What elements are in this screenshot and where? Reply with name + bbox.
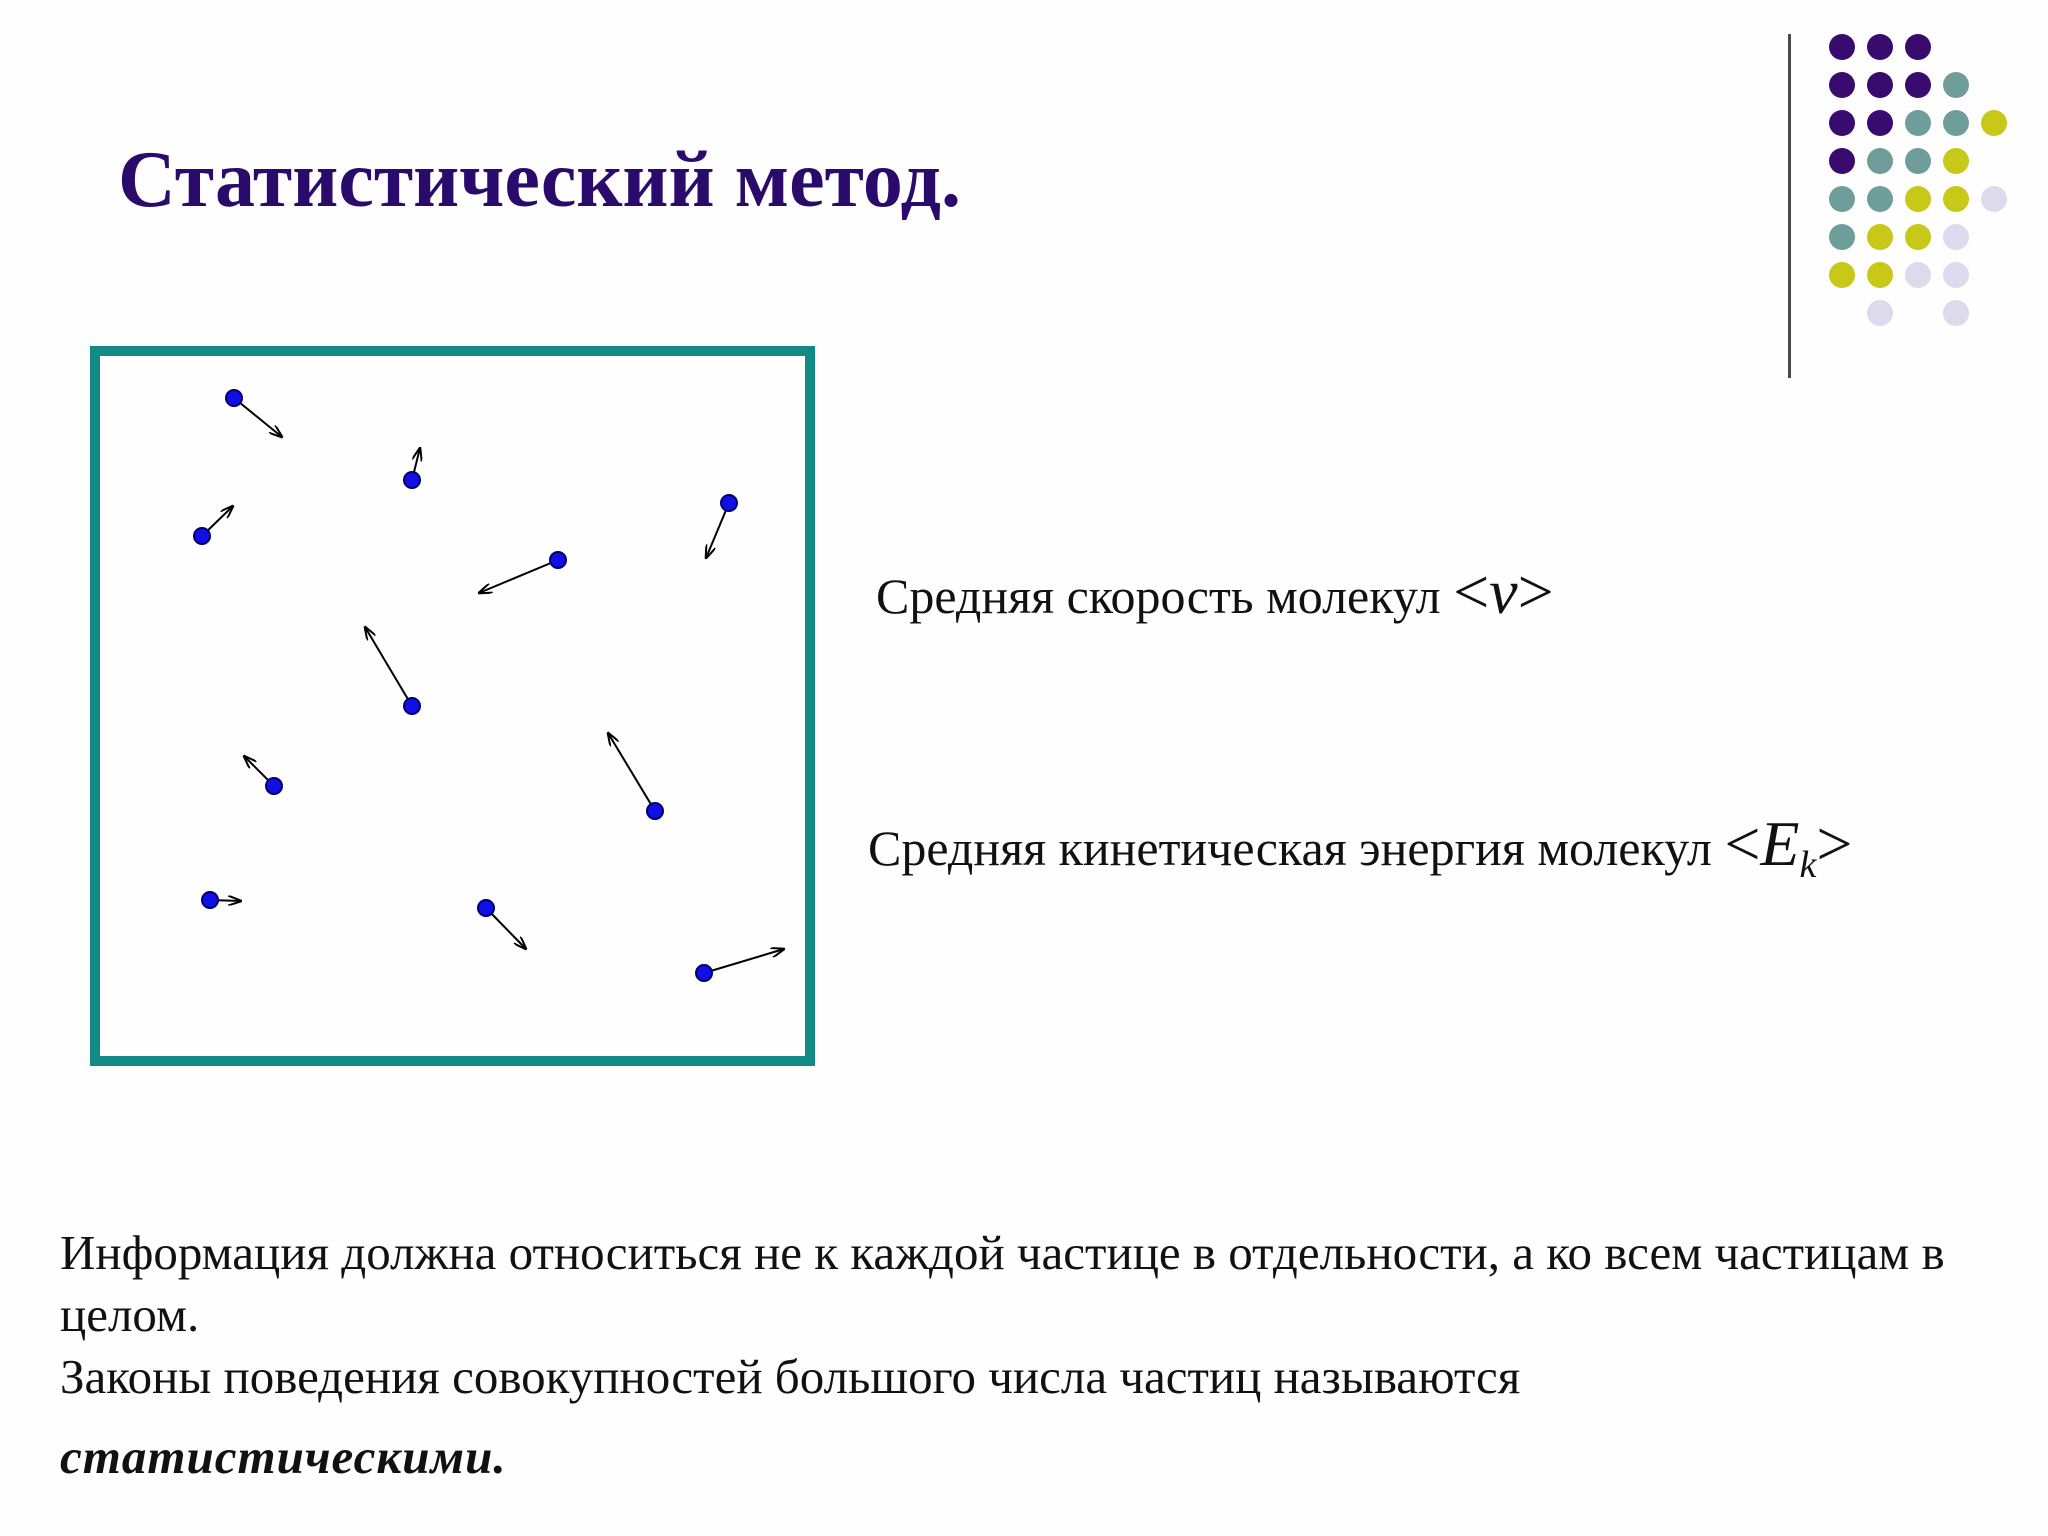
molecule [404, 448, 420, 488]
molecule [244, 756, 282, 794]
molecule [226, 390, 282, 437]
molecule [608, 733, 663, 819]
mean-velocity-formula [876, 556, 1554, 627]
velocity-arrow [234, 398, 282, 437]
angle-close: > [1517, 556, 1554, 627]
molecule-dot [550, 552, 566, 568]
container-box [95, 351, 810, 1061]
body-paragraph-1: Информация должна относиться не к каждой частице в отдельности, а ко всем частицам в целом. [60, 1225, 1945, 1342]
velocity-arrow [479, 560, 558, 593]
molecule [202, 892, 241, 908]
molecule-dot [721, 495, 737, 511]
molecule [194, 506, 233, 544]
velocity-symbol: v [1489, 556, 1518, 627]
molecule-dot [194, 528, 210, 544]
molecule-dot [202, 892, 218, 908]
emphasized-term: статистическими [60, 1429, 494, 1484]
molecule-dot [478, 900, 494, 916]
molecule [478, 900, 526, 949]
energy-symbol: E [1760, 808, 1800, 879]
molecule-dot [266, 778, 282, 794]
body-text [60, 1222, 1960, 1488]
body-paragraph-3 [60, 1408, 1960, 1488]
molecule [365, 627, 420, 714]
velocity-arrow [704, 949, 784, 973]
angle-close: > [1816, 808, 1853, 879]
molecule-dot [404, 472, 420, 488]
mean-velocity-label: Средняя скорость молекул [876, 568, 1441, 624]
molecule [696, 949, 784, 981]
molecule [479, 552, 566, 593]
velocity-arrow [365, 627, 412, 706]
molecule-dot [647, 803, 663, 819]
molecule-dot [404, 698, 420, 714]
angle-open: < [1453, 556, 1490, 627]
energy-subscript: k [1799, 844, 1817, 886]
body-paragraph-2: Законы поведения совокупностей большого числа частиц называются [60, 1349, 1521, 1404]
slide-title: Статистический метод. [118, 136, 962, 224]
molecule [706, 495, 737, 558]
mean-energy-label: Средняя кинетическая энергия молекул [868, 820, 1712, 876]
angle-open: < [1724, 808, 1761, 879]
molecule-dot [226, 390, 242, 406]
molecule-dot [696, 965, 712, 981]
velocity-arrow [608, 733, 655, 811]
mean-kinetic-energy-formula [868, 808, 1853, 886]
emphasis-period: . [493, 1429, 507, 1484]
